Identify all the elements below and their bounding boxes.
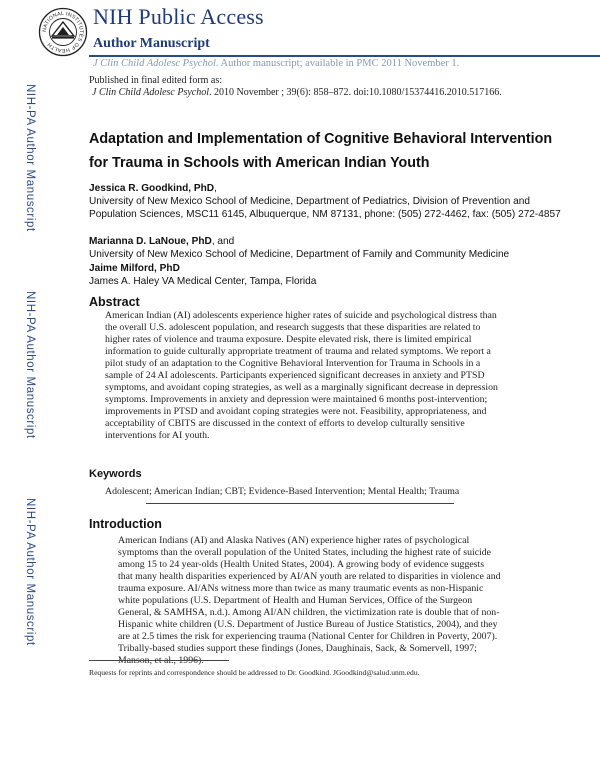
keywords-text: Adolescent; American Indian; CBT; Evidence-Based Intervention; Mental Health; Trauma xyxy=(105,486,460,497)
section-divider xyxy=(146,503,454,504)
availability-journal: J Clin Child Adolesc Psychol xyxy=(93,58,216,69)
seal-ring-text: NATIONAL INSTITUTES OF HEALTH xyxy=(41,10,85,54)
citation-journal: J Clin Child Adolesc Psychol xyxy=(92,87,210,98)
author-line xyxy=(89,182,569,195)
introduction-text: American Indians (AI) and Alaska Natives (AN) experience higher rates of psychological symptoms than the overall population of the United States, including the highest rate of suicide among 15 to 24 year-olds (Health United States, 2004). A growing body of evidence suggests that many health disparities experienced by AI/AN youth are related to disparities in violence and trauma exposure. AI/ANs witness more than twice as many traumatic events as non-Hispanic white populations (U.S. Department of Health and Human Services, Office of the Surgeon General, & SAMHSA, n.d.). Among AI/AN children, the victimization rate is double that of non-Hispanic white children (U.S. Department of Justice Bureau of Justice Statistics, 2004), and they are at 2.5 times the risk for experiencing trauma (National Center for Children in Poverty, 2007). Tribally-based studies support these findings (Jones, Daughinais, Sack, & Somervell, 1997; xyxy=(118,535,501,654)
author-affiliation: James A. Haley VA Medical Center, Tampa, Florida xyxy=(89,276,317,287)
citation-details: . 2010 November ; 39(6): 858–872. doi:10.1080/15374416.2010.517166. xyxy=(209,87,502,98)
header-rule xyxy=(89,55,600,57)
author-affiliation: University of New Mexico School of Medicine, Department of Family and Community Medicine xyxy=(89,249,510,260)
keywords-heading: Keywords xyxy=(89,468,142,480)
availability-line xyxy=(93,58,459,69)
author-name: Jessica R. Goodkind, PhD xyxy=(89,183,215,194)
author-suffix: , xyxy=(214,183,217,194)
author-name: Marianna D. LaNoue, PhD xyxy=(89,236,212,247)
citation-line xyxy=(92,87,502,98)
author-suffix: , and xyxy=(211,236,235,247)
side-label-nih-pa: NIH-PA Author Manuscript xyxy=(24,498,36,646)
side-label-nih-pa: NIH-PA Author Manuscript xyxy=(24,84,36,232)
published-label: Published in final edited form as: xyxy=(89,75,223,86)
author-block xyxy=(89,235,569,261)
correspondence-footnote: Requests for reprints and correspondence should be addressed to Dr. Goodkind. JGoodkind@salud.unm.edu. xyxy=(89,668,420,677)
author-name: Jaime Milford, PhD xyxy=(89,263,180,274)
abstract-text: American Indian (AI) adolescents experience higher rates of suicide and psychological distress than the overall U.S. adolescent population, and research suggests that these disparities are related to higher rates of violence and trauma exposure. Despite elevated risk, there is limited empirical information to guide culturally appropriate treatment of trauma and related symptoms. We report a pilot study of an adaptation to the Cognitive Behavioral Intervention for Trauma in Schools in a sample of 24 AI adolescents. Participants experienced significant decreases in anxiety and PTSD symptoms, and avoidant coping strategies, as well as a marginally significant decrease in depression symptoms. Improvements in anxiety and depression were maintained 6 months post-intervention; improvements in PTSD and avoidant coping strategies were not. Feasibility, appropriateness, and acceptability of CBITS are discussed in the context of efforts to develop culturally sensitive interventions for AI youth. xyxy=(105,310,498,441)
nih-public-access-title: NIH Public Access xyxy=(93,4,264,29)
author-line xyxy=(89,235,569,248)
author-affiliation: University of New Mexico School of Medicine, Department of Pediatrics, Division of Prevention and Population Sciences, MSC11 6145, Albuquerque, NM 87131, phone: (505) 272-4462, fax: (505) 272-4857 xyxy=(89,196,561,220)
author-line xyxy=(89,262,569,275)
abstract-heading: Abstract xyxy=(89,295,140,309)
nih-seal-logo xyxy=(38,7,88,57)
introduction-heading: Introduction xyxy=(89,517,162,531)
side-label-nih-pa: NIH-PA Author Manuscript xyxy=(24,291,36,439)
footnote-rule xyxy=(89,660,229,661)
availability-text: . Author manuscript; available in PMC 2011 November 1. xyxy=(215,58,460,69)
author-block xyxy=(89,182,569,221)
article-title: Adaptation and Implementation of Cognitive Behavioral Intervention for Trauma in Schools with American Indian Youth xyxy=(89,131,553,171)
author-manuscript-label: Author Manuscript xyxy=(93,36,210,51)
author-block xyxy=(89,262,569,288)
